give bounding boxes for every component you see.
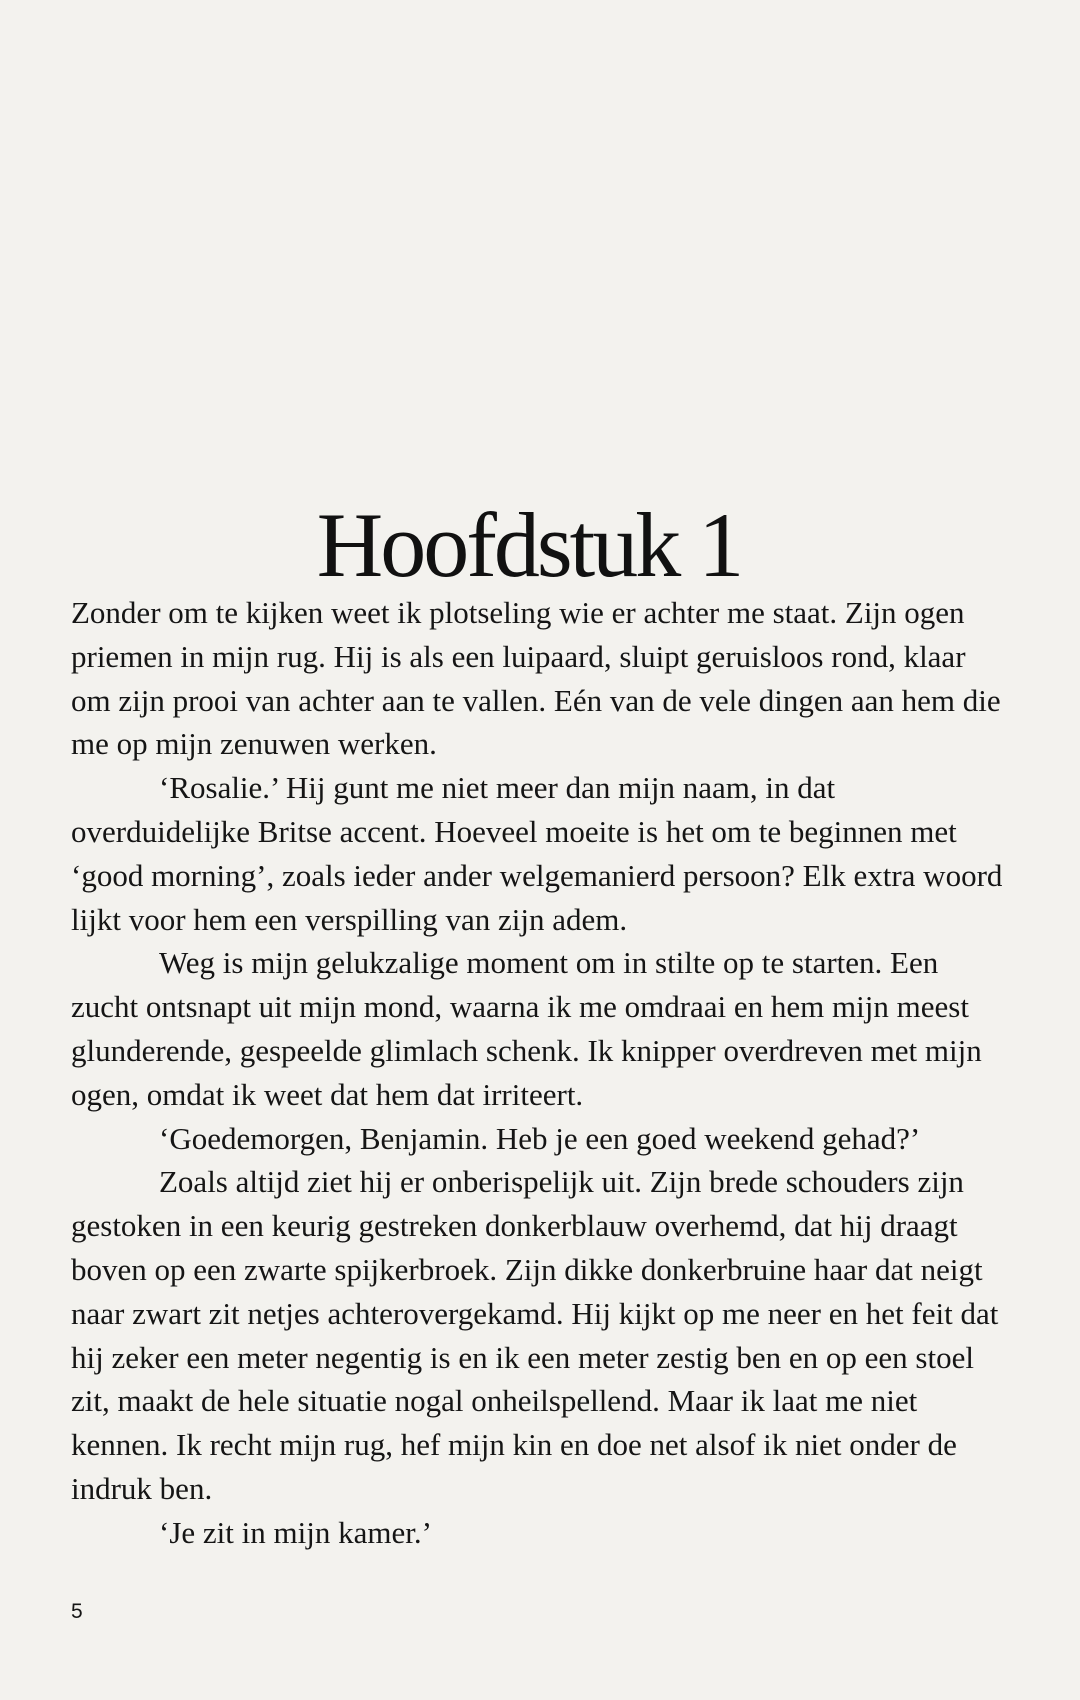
paragraph: ‘Rosalie.’ Hij gunt me niet meer dan mijn naam, in dat overduidelijke Britse accent. Hoeveel moeite is het om te beginnen met ‘good morning’, zoals ieder ander welgemanierd persoon? Elk extra woord lijkt voor hem een verspilling van zijn adem. [71, 770, 1003, 937]
chapter-title: Hoofdstuk 1 [316, 493, 742, 596]
paragraph: Weg is mijn gelukzalige moment om in stilte op te starten. Een zucht ontsnapt uit mijn mond, waarna ik me omdraai en hem mijn meest glunderende, gespeelde glimlach schenk. Ik knipper overdreven met mijn ogen, omdat ik weet dat hem dat irriteert. [71, 945, 982, 1112]
paragraph: Zoals altijd ziet hij er onberispelijk uit. Zijn brede schouders zijn gestoken in een keurig gestreken donkerblauw overhemd, dat hij draagt boven op een zwarte spijkerbroek. Zijn dikke donkerbruine haar dat neigt naar zwart zit netjes achterovergekamd. Hij kijkt op me neer en het feit dat hij zeker een meter negentig is en ik een meter zestig ben en op een stoel zit, maakt de hele situatie nogal onheilspellend. Maar ik laat me niet kennen. Ik recht mijn rug, hef mijn kin en doe net alsof ik niet onder de indruk ben. [71, 1164, 999, 1506]
chapter-body [71, 591, 1011, 1555]
paragraph: ‘Goedemorgen, Benjamin. Heb je een goed weekend gehad?’ [159, 1120, 921, 1156]
paragraph: ‘Je zit in mijn kamer.’ [159, 1514, 432, 1550]
paragraph: Zonder om te kijken weet ik plotseling wie er achter me staat. Zijn ogen priemen in mijn rug. Hij is als een luipaard, sluipt geruisloos rond, klaar om zijn prooi van achter aan te vallen. Eén van de vele dingen aan hem die me op mijn zenuwen werken. [71, 595, 1001, 762]
page-number: 5 [71, 1600, 83, 1623]
